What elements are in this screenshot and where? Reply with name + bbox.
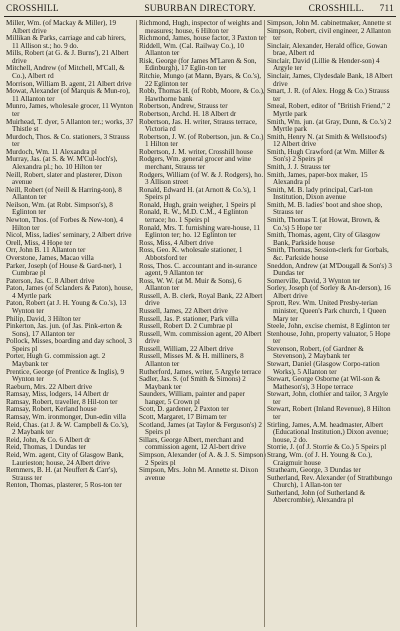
directory-entry: Ronald, Hugh, grain weigher, 1 Speirs pl xyxy=(139,200,256,209)
directory-entry: Ramsay, Wm. ironmonger, Dun-edin villa xyxy=(6,413,126,422)
directory-entry: Smith, Thomas T. (at Howat, Brown, & Co.'s) 5 Hope ter xyxy=(267,216,381,232)
directory-entry: Robertson, Andrew, Strauss ter xyxy=(139,102,228,111)
header-left: CROSSHILL xyxy=(6,4,59,14)
directory-entry: Scotland, James (at Taylor & Ferguson's) 2 Speirs pl xyxy=(139,420,262,437)
directory-entry: Ronald, Mrs. T. furnishing ware-house, 11 Eglinton ter; ho. 12 Eglinton ter xyxy=(139,223,261,240)
directory-entry: Ramsay, Miss, lodgers, 14 Albert dr xyxy=(6,390,109,399)
directory-entry: Smith, Hugh Crawford (at Wm. Miller & Son's) 2 Speirs pl xyxy=(267,147,385,164)
directory-entry: Pollock, Misses, boarding and day school, 3 Speirs pl xyxy=(6,337,132,353)
directory-entry: Stewart, George Osborne (at Wil-son & Matheson's), 3 Hope terrace xyxy=(267,375,381,391)
directory-entry: Rodgers, Wm. general grocer and wine merchant, Strauss ter xyxy=(139,155,251,171)
directory-entry: Sorley, Joseph (of Sorley & An-derson), 16 Albert drive xyxy=(267,284,391,300)
directory-entry: Sinclair, David (Lillie & Hender-son) 4 Argyle ter xyxy=(267,56,380,73)
directory-entry: Robertson, Archd. H. 18 Albert dr xyxy=(139,109,237,118)
directory-entry: Russell, James, 22 Albert drive xyxy=(139,306,228,315)
directory-entry: Newton, Thos. (of Forbes & New-ton), 4 Hilton ter xyxy=(6,216,124,232)
directory-entry: Munro, James, wholesale grocer, 11 Wynton ter xyxy=(6,102,133,118)
directory-entry: Simpson, Alexander (of A. & J. S. Simpson) 2 Speirs pl xyxy=(139,450,266,467)
directory-entry: Somerville, David, 3 Wynton ter xyxy=(267,276,361,285)
directory-entry: Simpson, Robert, civil engineer, 2 Allanton ter xyxy=(267,26,391,43)
directory-entry: Strathearn, George, 3 Dundas ter xyxy=(267,466,361,475)
directory-entry: Sinclair, James, Clydesdale Bank, 18 Albert drive xyxy=(267,72,393,88)
directory-entry: Simpson, Mrs. John M. Annette st. Dixon avenue xyxy=(139,466,259,482)
directory-entry: Riddell, Wm. (Cal. Railway Co.), 10 Allanton ter xyxy=(139,41,244,58)
directory-entry: Sprott, Rev. Wm. United Presby-terian minister, Queen's Park church, 1 Queen Mary ter xyxy=(267,299,387,323)
directory-entry: Steele, John, excise chemist, 8 Eglinton ter xyxy=(267,322,390,331)
directory-entry: Robertson, J. M. writer, Crosshill house xyxy=(139,147,253,156)
directory-entry: Stenhouse, John, property valuator, 5 Hope ter xyxy=(267,329,391,346)
header-rule xyxy=(4,16,396,17)
directory-entry: Smith, Wm. jun. (at Gray, Dunn, & Co.'s) 2 Myrtle park xyxy=(267,117,392,134)
directory-entry: Sadler, Jas. S. (of Smith & Simons) 2 Maybank ter xyxy=(139,375,246,391)
directory-entry: Ramsay, Robert, traveller, 8 Hil-ton ter xyxy=(6,397,118,406)
page-header xyxy=(6,2,394,16)
directory-entry: Smith, M. B. lady principal, Carl-ton Institution, Dixon avenue xyxy=(267,185,373,202)
directory-entry: Remmers, B. H. (at Neuffert & Carr's), Strauss ter xyxy=(6,466,118,482)
directory-entry: Paton, James (of Sclanders & Paton), house, 4 Myrtle park xyxy=(6,284,133,300)
directory-entry: Muirhead, T. dyer, 5 Allanton ter.; works, 37 Thistle st xyxy=(6,117,134,134)
directory-entry: Orr, John B. 11 Allanton ter xyxy=(6,246,86,255)
directory-entry: Miller, Wm. (of Mackay & Miller), 19 Albert drive xyxy=(6,19,117,35)
directory-entry: Russell, Robert D. 2 Cumbrae pl xyxy=(139,322,233,331)
directory-entry: Morrison, William B. agent, 21 Albert drive xyxy=(6,79,132,88)
directory-entry: Renton, Thomas, plasterer, 5 Ros-ton ter xyxy=(6,481,122,490)
directory-entry: Pinkerton, Jas. jun. (of Jas. Pink-erton & Sons), 17 Allanton ter xyxy=(6,322,123,338)
directory-entry: Millikan & Parks, carriage and cab hirers, 11 Allison st.; ho. 9 do. xyxy=(6,34,126,50)
directory-entry: Smith, M. B. ladies' boot and shoe shop, Strauss ter xyxy=(267,200,383,217)
directory-entry: Robertson, Jas. H. writer, Strauss terrace, Victoria rd xyxy=(139,117,257,134)
directory-entry: Prentice, George (of Prentice & Inglis), 9 Wynton ter xyxy=(6,367,125,384)
directory-entry: Neilson, Wm. (at Robt. Simpson's), 8 Eglinton ter xyxy=(6,200,113,217)
directory-entry: Parker, Joseph (of House & Gard-ner), 1 Cumbrae pl xyxy=(6,261,122,278)
directory-entry: Paton, Robert (at J. H. Young & Co.'s), 13 Wynton ter xyxy=(6,299,127,315)
directory-entry: Smith, J. J. Strauss ter xyxy=(267,162,331,171)
directory-entry: Sutherland, Rev. Alexander (of Strathbungo Church), 1 Allan-ton ter xyxy=(267,473,393,490)
column-divider xyxy=(136,20,137,627)
directory-entry: Stewart, John, clothier and tailor, 3 Argyle ter xyxy=(267,390,389,406)
directory-entry: Russell, Misses M. & H. milliners, 8 Allanton ter xyxy=(139,352,244,369)
directory-column-3 xyxy=(267,20,395,505)
directory-entry: Sinclair, Alexander, Herald office, Gowan brae, Albert rd xyxy=(267,41,388,58)
directory-entry: Richmond, James, house factor, 3 Paxton ter xyxy=(139,34,267,43)
directory-entry: Robertson, J. W. (of Robertson, jun. & Co.), 1 Hilton ter xyxy=(139,132,266,149)
directory-entry: Reid, Chas. (at J. & W. Campbell & Co.'s), 2 Maybank ter xyxy=(6,420,129,437)
directory-entry: Ross, Geo. K. wholesale stationer, 1 Abbotsford ter xyxy=(139,246,243,262)
directory-entry: Nicol, Miss, ladies' seminary, 2 Albert drive xyxy=(6,231,132,240)
directory-entry: Stevenson, Robert, (of Gardner & Stevenson), 2 Maybank ter xyxy=(267,344,364,361)
directory-entry: Russell, Wm. commission agent, 20 Albert drive xyxy=(139,329,262,346)
directory-column-1 xyxy=(6,20,134,490)
directory-entry: Sillars, George Albert, merchant and commission agent, 12 Al-bert drive xyxy=(139,435,246,452)
directory-entry: Smart, J. R. (of Alex. Hogg & Co.) Strauss ter xyxy=(267,87,390,103)
directory-entry: Smeal, Robert, editor of "British Friend," 2 Myrtle park xyxy=(267,102,391,118)
directory-entry: Ross, Miss, 4 Albert drive xyxy=(139,238,214,247)
directory-entry: Mowat, Alexander (of Marquis & Mun-ro), 11 Allanton ter xyxy=(6,87,130,103)
directory-entry: Reid, John, & Co. 6 Albert dr xyxy=(6,435,91,444)
directory-entry: Mitchell, Andrew (of Mitchell, M'Call, & Co.), Albert rd xyxy=(6,64,125,81)
directory-entry: Neill, Robert, slater and plasterer, Dixon avenue xyxy=(6,170,122,187)
directory-entry: Rutherford, James, writer, 5 Argyle terrace xyxy=(139,367,262,376)
directory-entry: Simpson, John M. cabinetmaker, Annette st xyxy=(267,19,392,27)
directory-entry: Rodgers, William (of W. & J. Rodgers), ho. 3 Allison street xyxy=(139,170,264,187)
directory-entry: Ronald, R. W., M.D. C.M., 4 Eglinton terrace; ho. 1 Speirs pl xyxy=(139,208,248,225)
page-number: 711 xyxy=(379,4,394,14)
directory-entry: Smith, James, paper-box maker, 15 Alexandra pl xyxy=(267,170,368,187)
directory-column-2 xyxy=(139,20,267,482)
directory-entry: Sneddon, Andrew (at M'Dougall & Son's) 3 Dundas ter xyxy=(267,261,392,278)
directory-entry: Sutherland, John (of Sutherland & Abercrombie), Alexandra pl xyxy=(267,488,366,505)
directory-entry: Paterson, Jas. C. 8 Albert drive xyxy=(6,276,95,285)
directory-entry: Smith, Henry N. (at Smith & Wellstood's) 12 Albert drive xyxy=(267,132,387,149)
directory-entry: Smith, Thomas, agent, City of Glasgow Bank, Parkside house xyxy=(267,231,381,247)
directory-entry: Stirling, James, A.M. headmaster, Albert (Educational Institution,) Dixon avenue; house, 2 do. xyxy=(267,420,389,444)
directory-entry: Mills, Robert (at G. & J. Burns'), 21 Albert drive xyxy=(6,49,129,65)
directory-entry: Saunders, William, painter and paper hanger, 5 Crown pl xyxy=(139,390,245,406)
directory-entry: Raeburn, Mrs. 22 Albert drive xyxy=(6,382,93,391)
directory-entry: Murdoch, Wm. 11 Alexandra pl xyxy=(6,147,97,156)
directory-entry: Storrie, J. (of J. Storrie & Co.) 5 Speirs pl xyxy=(267,443,387,452)
directory-entry: Scott, Margaret, 17 Birnam ter xyxy=(139,413,227,422)
directory-entry: Russell, A. B. clerk, Royal Bank, 22 Albert drive xyxy=(139,291,263,308)
directory-entry: Stewart, Robert (Inland Revenue), 8 Hilton ter xyxy=(267,405,391,422)
directory-entry: Murdoch, Thos. & Co. stationers, 3 Strauss ter xyxy=(6,132,130,149)
directory-entry: Reid, Wm. agent, City of Glasgow Bank, Laurieston; house, 24 Albert drive xyxy=(6,450,124,467)
directory-entry: Scott, D. gardener, 2 Paxton ter xyxy=(139,405,229,414)
directory-entry: Robb, Thomas H. (of Robb, Moore, & Co.), Hawthorne bank xyxy=(139,87,265,103)
directory-entry: Smith, Thomas, Session-clerk for Gorbals, &c. Parkside house xyxy=(267,246,389,262)
directory-entry: Ronald, Edward H. (at Arnott & Co.'s), 1 Speirs pl xyxy=(139,185,257,202)
directory-entry: Porter, Hugh G. commission agt. 2 Maybank ter xyxy=(6,352,106,369)
directory-entry: Ross, W. W. (at M. Muir & Sons), 6 Allanton ter xyxy=(139,276,242,293)
directory-entry: Stewart, Daniel (Glasgow Corpo-ration Works), 5 Allanton ter xyxy=(267,360,380,376)
directory-entry: Orell, Miss, 4 Hope ter xyxy=(6,238,72,247)
directory-entry: Ramsay, Robert, Kerland house xyxy=(6,405,97,414)
directory-entry: Ross, Thos. C. accountant and in-surance agent, 9 Allanton ter xyxy=(139,261,258,278)
directory-entry: Reid, Thomas, 1 Dundas ter xyxy=(6,443,86,452)
directory-entry: Risk, George (for James M'Laren & Son, Edinburgh), 17 Eglin-ton ter xyxy=(139,56,257,73)
directory-entry: Richmond, Hugh, inspector of weights and measures; house, 6 Hilton ter xyxy=(139,19,262,35)
directory-entry: Russell, Jas. P. stationer, Park villa xyxy=(139,314,239,323)
header-right: CROSSHILL. xyxy=(308,4,364,14)
directory-entry: Neill, Robert (of Neill & Harring-ton), 8 Allanton ter xyxy=(6,185,122,202)
directory-entry: Philip, David, 3 Hilton ter xyxy=(6,314,81,323)
directory-entry: Russell, William, 22 Albert drive xyxy=(139,344,234,353)
directory-entry: Murray, Jas. (at S. & W. M'Cul-loch's), Alexandra pl.; ho. 10 Hilton ter xyxy=(6,155,118,171)
directory-entry: Strang, Wm. (of J. H. Young & Co.), Craigmuir house xyxy=(267,450,372,467)
directory-entry: Ritchie, Mungo (at Mann, Byars, & Co.'s), 22 Eglinton ter xyxy=(139,72,262,88)
header-center: SUBURBAN DIRECTORY. xyxy=(144,4,256,14)
column-divider xyxy=(264,20,265,627)
directory-entry: Overstone, James, Macao villa xyxy=(6,253,94,262)
